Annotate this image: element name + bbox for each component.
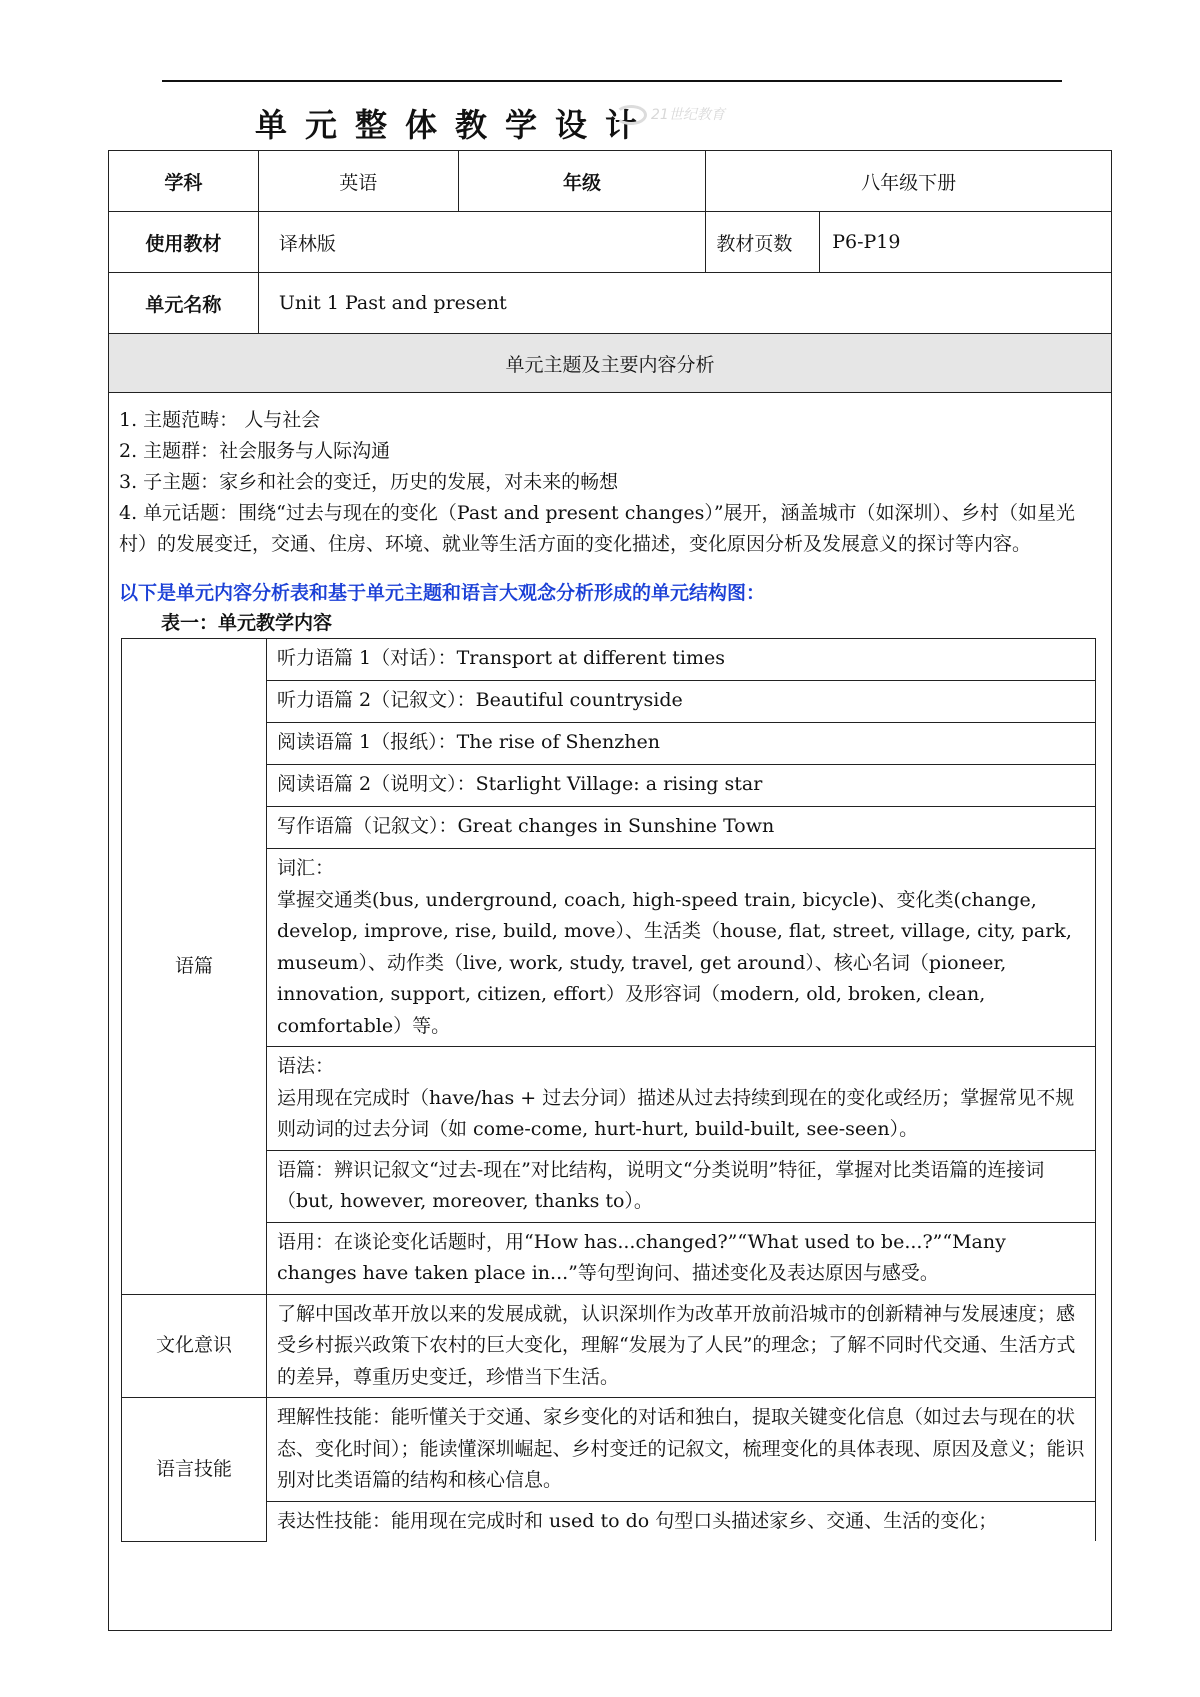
table-one-title: 表一：单元教学内容 [161,612,333,634]
textbook-value: 译林版 [258,212,706,273]
text-item-5: 写作语篇（记叙文）：Great changes in Sunshine Town [267,807,1096,849]
analysis-body [109,393,1112,1631]
grammar-heading: 语法： [277,1055,335,1077]
skills-cell-1: 理解性技能：能听懂关于交通、家乡变化的对话和独白，提取关键变化信息（如过去与现在的状态、变化时间）；能读懂深圳崛起、乡村变迁的记叙文，梳理变化的具体表现、原因及意义；能识别对比类语篇的结构和核心信息。 [267,1398,1096,1502]
usage-row [122,1222,1096,1294]
watermark-swoosh-icon [615,105,647,125]
subject-value: 英语 [258,151,458,212]
pages-label: 教材页数 [706,212,820,273]
unit-design-table [108,150,1112,1631]
subject-label: 学科 [109,151,259,212]
info-row-unit [109,273,1112,334]
intro-blue-text: 以下是单元内容分析表和基于单元主题和语言大观念分析形成的单元结构图： [119,582,766,604]
content-table [121,638,1096,1542]
info-row-subject [109,151,1112,212]
text-item-1: 听力语篇 1（对话）：Transport at different times [267,639,1096,681]
text-row-4 [122,765,1096,807]
analysis-row [109,393,1112,1631]
textbook-label: 使用教材 [109,212,259,273]
watermark-text: 21世纪教育 [651,107,725,123]
text-row-2 [122,681,1096,723]
vocab-body: 掌握交通类(bus, underground, coach, high-speed train, bicycle)、变化类(change, develop, improve, rise, build, move）、生活类（house, flat, street, village, city, park, museum）、动作类（live, work, study, travel, get around）、核心名词（pioneer, innovation, support, citizen, effort）及形容词（modern, old, broken, clean, comfortable）等。 [277,888,1072,1037]
unit-label: 单元名称 [109,273,259,334]
header-rule [162,80,1062,82]
culture-cell: 了解中国改革开放以来的发展成就，认识深圳作为改革开放前沿城市的创新精神与发展速度；感受乡村振兴政策下农村的巨大变化，理解“发展为了人民”的理念；了解不同时代交通、生活方式的差异，尊重历史变迁，珍惜当下生活。 [267,1294,1096,1398]
grade-label: 年级 [458,151,706,212]
category-skills: 语言技能 [122,1398,267,1542]
discourse-cell: 语篇：辨识记叙文“过去-现在”对比结构，说明文“分类说明”特征，掌握对比类语篇的连接词（but, however, moreover, thanks to）。 [267,1150,1096,1222]
discourse-row [122,1150,1096,1222]
text-row-3 [122,723,1096,765]
skills-row-1 [122,1398,1096,1502]
pages-value: P6-P19 [820,212,1112,273]
text-item-3: 阅读语篇 1（报纸）：The rise of Shenzhen [267,723,1096,765]
unit-value: Unit 1 Past and present [258,273,1111,334]
info-row-textbook [109,212,1112,273]
analysis-item-4: 4. 单元话题：围绕“过去与现在的变化（Past and present changes）”展开，涵盖城市（如深圳）、乡村（如星光村）的发展变迁，交通、住房、环境、就业等生活方面的变化描述，变化原因分析及发展意义的探讨等内容。 [119,502,1076,555]
culture-row [122,1294,1096,1398]
vocab-row [122,849,1096,1047]
grammar-cell [267,1047,1096,1151]
usage-cell: 语用：在谈论变化话题时，用“How has...changed?”“What used to be...?”“Many changes have taken place in...”等句型询问、描述变化及表达原因与感受。 [267,1222,1096,1294]
category-texts: 语篇 [122,639,267,1295]
grammar-body: 运用现在完成时（have/has + 过去分词）描述从过去持续到现在的变化或经历；掌握常见不规则动词的过去分词（如 come-come, hurt-hurt, build-built, see-seen）。 [277,1086,1075,1140]
grammar-row [122,1047,1096,1151]
watermark-logo [615,104,725,128]
category-culture: 文化意识 [122,1294,267,1398]
skills-cell-2: 表达性技能：能用现在完成时和 used to do 句型口头描述家乡、交通、生活的变化； [267,1501,1096,1541]
section-title: 单元主题及主要内容分析 [109,334,1112,393]
text-row-1 [122,639,1096,681]
analysis-item-3: 3. 子主题：家乡和社会的变迁，历史的发展，对未来的畅想 [119,471,619,493]
skills-row-2 [122,1501,1096,1541]
text-item-4: 阅读语篇 2（说明文）：Starlight Village: a rising star [267,765,1096,807]
text-row-5 [122,807,1096,849]
section-row [109,334,1112,393]
document-title: 单元整体教学设计 [255,106,656,144]
vocab-cell [267,849,1096,1047]
analysis-item-2: 2. 主题群：社会服务与人际沟通 [119,440,391,462]
grade-value: 八年级下册 [706,151,1112,212]
analysis-item-1: 1. 主题范畴： 人与社会 [119,409,321,431]
vocab-heading: 词汇： [277,857,335,879]
text-item-2: 听力语篇 2（记叙文）：Beautiful countryside [267,681,1096,723]
